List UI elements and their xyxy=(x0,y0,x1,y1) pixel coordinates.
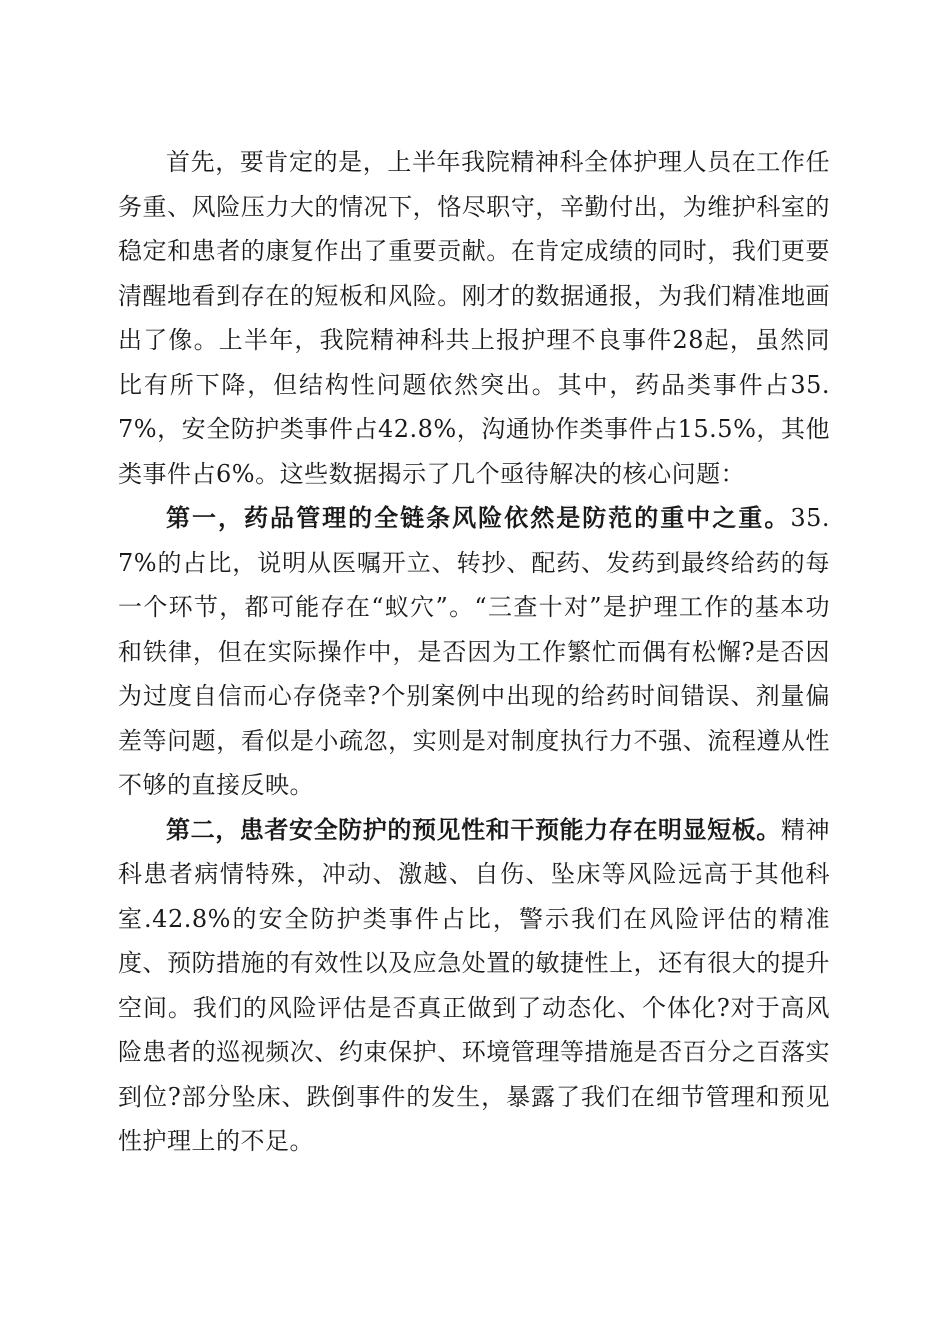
paragraph-text: 首先，要肯定的是，上半年我院精神科全体护理人员在工作任务重、风险压力大的情况下，恪尽职守，辛勤付出，为维护科室的稳定和患者的康复作出了重要贡献。在肯定成绩的同时，我们更要清醒地看到存在的短板和风险。刚才的数据通报，为我们精准地画出了像。上半年，我院精神科共上报护理不良事件28起，虽然同比有所下降，但结构性问题依然突出。其中，药品类事件占35.7%，安全防护类事件占42.8%，沟通协作类事件占15.5%，其他类事件占6%。这些数据揭示了几个亟待解决的核心问题： xyxy=(118,148,830,488)
paragraph-safety xyxy=(118,808,830,1164)
paragraph-text: 35.7%的占比，说明从医嘱开立、转抄、配药、发药到最终给药的每一个环节，都可能存在“蚁穴”。“三查十对”是护理工作的基本功和铁律，但在实际操作中，是否因为工作繁忙而偶有松懈?是否因为过度自信而心存侥幸?个别案例中出现的给药时间错误、剂量偏差等问题，看似是小疏忽，实则是对制度执行力不强、流程遵从性不够的直接反映。 xyxy=(118,504,830,799)
paragraph-intro xyxy=(118,140,830,496)
paragraph-text: 精神科患者病情特殊，冲动、激越、自伤、坠床等风险远高于其他科室.42.8%的安全防护类事件占比，警示我们在风险评估的精准度、预防措施的有效性以及应急处置的敏捷性上，还有很大的提升空间。我们的风险评估是否真正做到了动态化、个体化?对于高风险患者的巡视频次、约束保护、环境管理等措施是否百分之百落实到位?部分坠床、跌倒事件的发生，暴露了我们在细节管理和预见性护理上的不足。 xyxy=(118,815,831,1155)
document-body xyxy=(118,140,830,1164)
paragraph-lead: 第一，药品管理的全链条风险依然是防范的重中之重。 xyxy=(166,503,791,532)
paragraph-medication xyxy=(118,496,830,808)
paragraph-lead: 第二，患者安全防护的预见性和干预能力存在明显短板。 xyxy=(166,814,781,844)
